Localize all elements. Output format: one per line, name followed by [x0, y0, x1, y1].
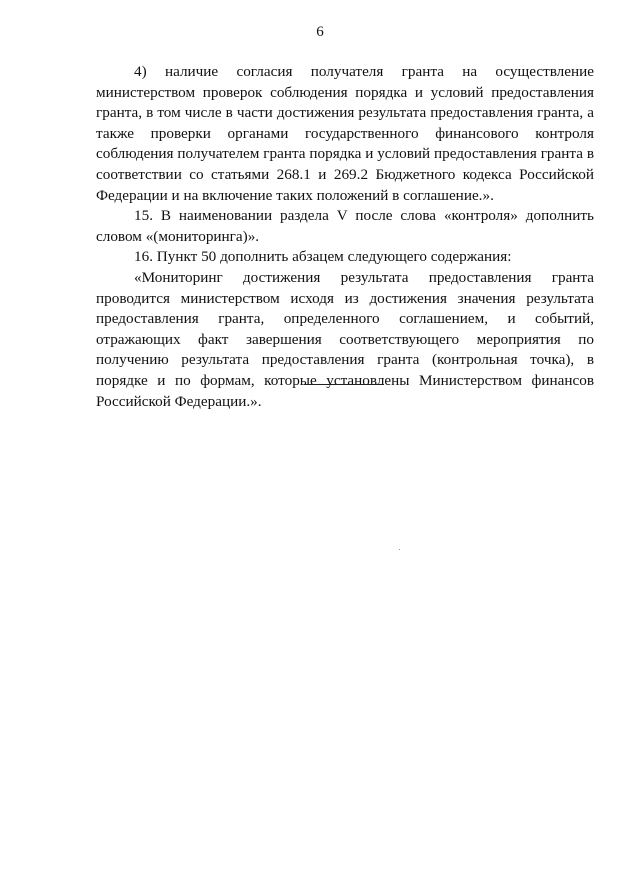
- page-number: 6: [316, 24, 324, 40]
- scan-speck: [399, 549, 400, 550]
- paragraph-point-16: 16. Пункт 50 дополнить абзацем следующего содержания:: [134, 248, 512, 266]
- document-body: [96, 62, 594, 412]
- end-separator-line: [304, 384, 384, 385]
- paragraph-item-4: 4) наличие согласия получателя гранта на осуществление министерством проверок соблюдения порядка и условий предоставления гранта, в том числе в части достижения результата предоставления гранта, а также проверки органами государственного финансового контроля соблюдения получателем гранта порядка и условий предоставления гранта в соответствии со статьями 268.1 и 269.2 Бюджетного кодекса Российской Федерации и на включение таких положений в соглашение.».: [96, 63, 594, 204]
- paragraph-monitoring-quote: «Мониторинг достижения результата предоставления гранта проводится министерством исходя из достижения значения результата предоставления гранта, определенного соглашением, и событий, отражающих факт завершения соответствующего мероприятия по получению результата предоставления гранта (контрольная точка), в порядке и по формам, которые установлены Министерством финансов Российской Федерации.».: [96, 268, 594, 410]
- paragraph-point-15: 15. В наименовании раздела V после слова «контроля» дополнить словом «(мониторинга)».: [96, 207, 594, 245]
